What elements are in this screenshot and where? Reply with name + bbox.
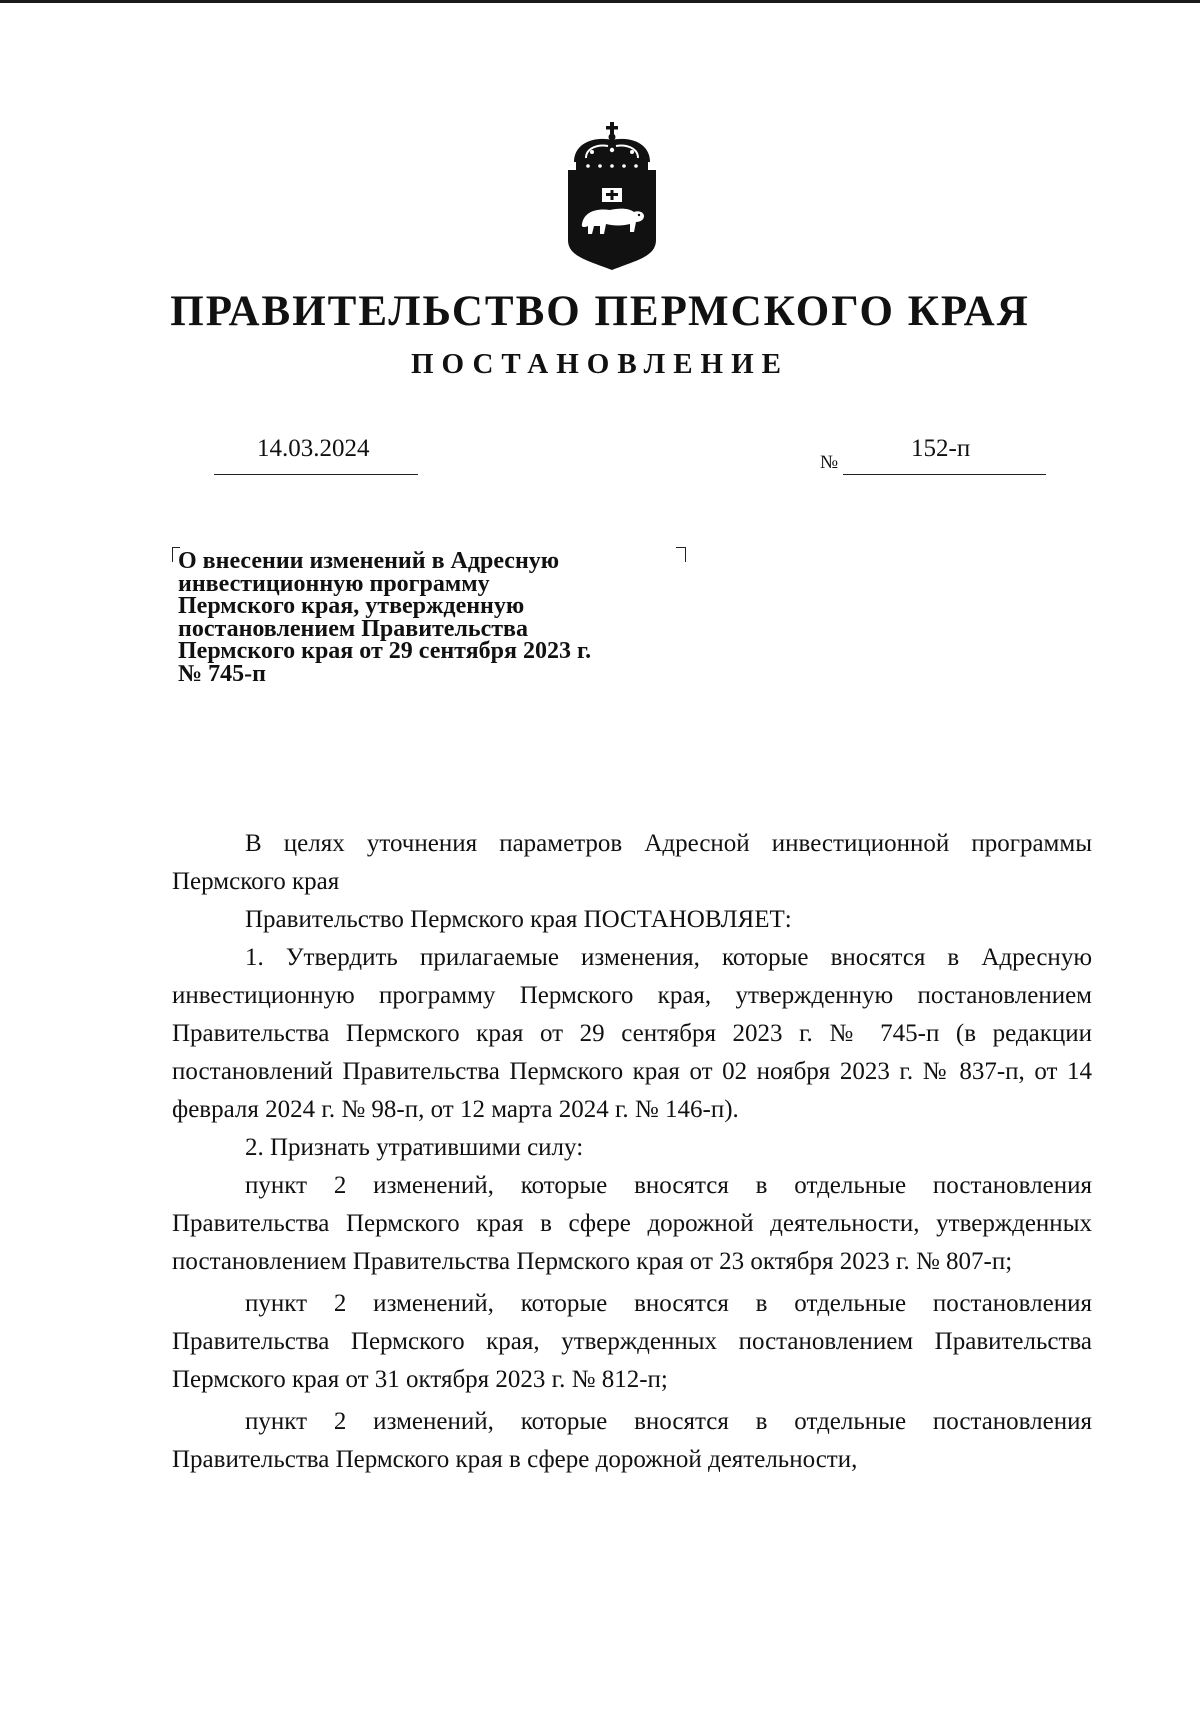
document-number: 152-п [911, 435, 971, 462]
perm-krai-coat-of-arms-icon [566, 122, 658, 272]
resolves-paragraph: Правительство Пермского края ПОСТАНОВЛЯЕТ: [245, 906, 792, 933]
subject-line: Пермского края, утвержденную [178, 593, 525, 619]
intro-paragraph: В целях уточнения параметров Адресной инвестиционной программы Пермского края [172, 830, 1092, 895]
document-date: 14.03.2024 [257, 435, 370, 462]
number-sign: № [820, 452, 839, 473]
subject-line: О внесении изменений в Адресную [178, 548, 560, 574]
subject-line: № 745-п [178, 660, 266, 687]
organization-title: ПРАВИТЕЛЬСТВО ПЕРМСКОГО КРАЯ [170, 288, 1030, 335]
subject-line: постановлением Правительства [178, 615, 529, 642]
item-2-paragraph: 2. Признать утратившими силу: [245, 1134, 584, 1161]
document-body [172, 825, 1092, 1479]
subject-line: Пермского края от 29 сентября 2023 г. [178, 638, 592, 664]
sub-item-paragraph: пункт 2 изменений, которые вносятся в отдельные постановления Правительства Пермского края, утвержденных постановлением Правительства Пермского края от 31 октября 2023 г. № 812-п; [172, 1290, 1092, 1393]
document-subject [178, 550, 698, 685]
sub-item-paragraph: пункт 2 изменений, которые вносятся в отдельные постановления Правительства Пермского края в сфере дорожной деятельности, [172, 1408, 1092, 1473]
item-1-paragraph: 1. Утвердить прилагаемые изменения, которые вносятся в Адресную инвестиционную программу Пермского края, утвержденную постановлением Правительства Пермского края от 29 сентября 2023 г. № 745-п (в редакции постановлений Правительства Пермского края от 02 ноября 2023 г. № 837-п, от 14 февраля 2024 г. № 98-п, от 12 марта 2024 г. № 146-п). [172, 944, 1092, 1123]
sub-item-paragraph: пункт 2 изменений, которые вносятся в отдельные постановления Правительства Пермского края в сфере дорожной деятельности, утвержденных постановлением Правительства Пермского края от 23 октября 2023 г. № 807-п; [172, 1172, 1092, 1275]
subject-line: инвестиционную программу [178, 570, 490, 597]
scan-top-edge [0, 0, 1200, 3]
document-type-heading: ПОСТАНОВЛЕНИЕ [410, 348, 789, 380]
